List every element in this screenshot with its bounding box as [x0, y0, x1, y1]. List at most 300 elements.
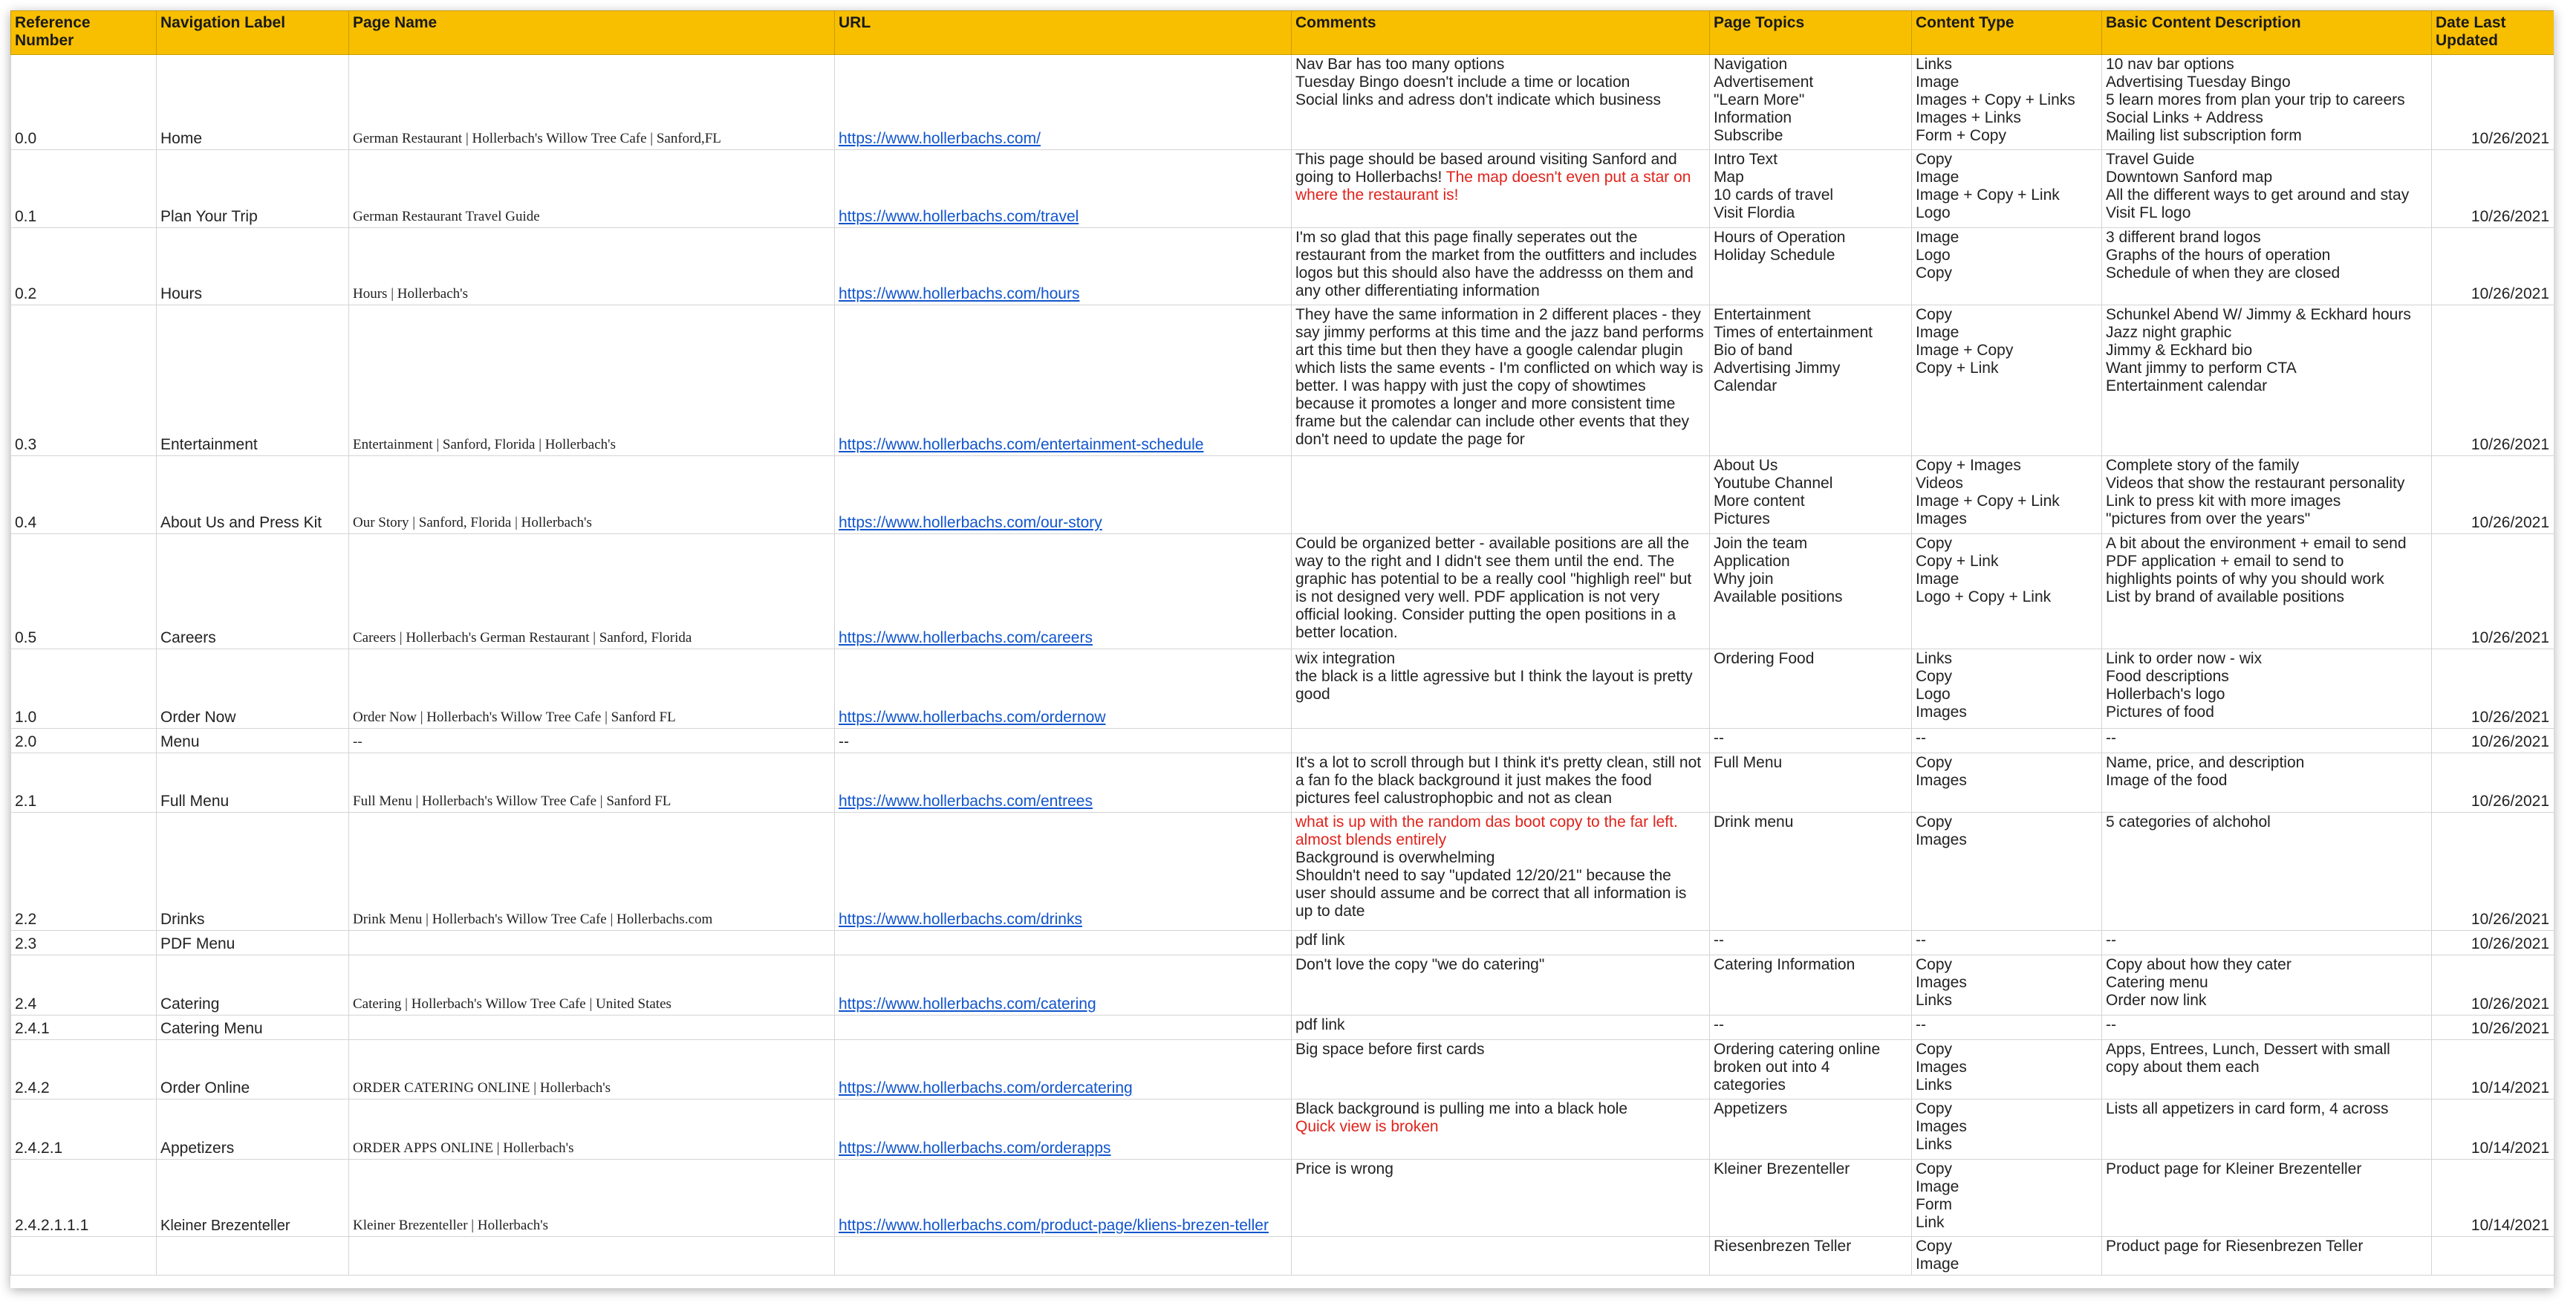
cell-line: Catering Information [1714, 956, 1855, 973]
cell-basic-content-description[interactable] [2102, 55, 2432, 150]
cell-line: Link to press kit with more images [2106, 493, 2341, 510]
cell-url[interactable] [835, 55, 1292, 150]
cell-reference-number[interactable]: 1.0 [11, 649, 157, 729]
header-comments[interactable]: Comments [1292, 11, 1710, 55]
cell-navigation-label[interactable]: Entertainment [157, 305, 349, 456]
cell-date-last-updated[interactable]: 10/26/2021 [2432, 931, 2554, 955]
cell-page-name[interactable]: German Restaurant | Hollerbach's Willow Tree Cafe | Sanford,FL [349, 55, 835, 150]
cell-url[interactable] [835, 1040, 1292, 1099]
cell-line: Join the team [1714, 535, 1808, 552]
cell-comments[interactable] [1292, 150, 1710, 228]
cell-page-topics[interactable] [1710, 729, 1912, 753]
cell-page-topics[interactable] [1710, 931, 1912, 955]
cell-line: Copy [1916, 1238, 1953, 1255]
cell-line: Holiday Schedule [1714, 247, 1835, 264]
cell-line: Downtown Sanford map [2106, 169, 2273, 186]
cell-content-type[interactable] [1912, 931, 2102, 955]
cell-date-last-updated[interactable]: 10/26/2021 [2432, 955, 2554, 1016]
cell-page-topics[interactable] [1710, 955, 1912, 1016]
cell-content-type[interactable] [1912, 1040, 2102, 1099]
ctype-lines [1916, 56, 2097, 145]
cell-line: Product page for Riesenbrezen Teller [2106, 1238, 2364, 1255]
comment-highlight: Quick view is broken [1295, 1118, 1439, 1135]
cell-line: More content [1714, 493, 1805, 510]
cell-line: Catering menu [2106, 974, 2208, 991]
cell-comments[interactable] [1292, 955, 1710, 1016]
cell-date-last-updated[interactable]: 10/26/2021 [2432, 55, 2554, 150]
cell-line: Name, price, and description [2106, 754, 2305, 771]
cell-content-type[interactable] [1912, 150, 2102, 228]
cell-line: Logo [1916, 204, 1951, 221]
cell-date-last-updated[interactable]: 10/14/2021 [2432, 1099, 2554, 1160]
cell-content-type[interactable] [1912, 1016, 2102, 1040]
topics-lines [1714, 650, 1907, 668]
table-row [11, 228, 2554, 305]
cell-navigation-label[interactable]: Full Menu [157, 753, 349, 813]
table-row [11, 1040, 2554, 1099]
cell-line: Videos that show the restaurant personality [2106, 475, 2405, 492]
cell-line: -- [2106, 730, 2116, 747]
cell-page-topics[interactable] [1710, 1040, 1912, 1099]
cell-navigation-label[interactable]: Menu [157, 729, 349, 753]
cell-url[interactable] [835, 305, 1292, 456]
cell-page-name[interactable] [349, 1016, 835, 1040]
header-basic-content-description[interactable]: Basic Content Description [2102, 11, 2432, 55]
cell-line: Image + Copy + Link [1916, 186, 2060, 204]
cell-line: Videos [1916, 475, 1963, 492]
cell-navigation-label[interactable]: Home [157, 55, 349, 150]
cell-reference-number[interactable]: 2.1 [11, 753, 157, 813]
cell-page-topics[interactable] [1710, 1237, 1912, 1276]
url-link[interactable]: https://www.hollerbachs.com/our-story [839, 514, 1102, 531]
cell-line: Logo [1916, 686, 1951, 703]
cell-navigation-label[interactable]: Kleiner Brezenteller [157, 1160, 349, 1237]
url-link[interactable]: https://www.hollerbachs.com/ [839, 130, 1041, 147]
table-row [11, 1237, 2554, 1276]
cell-line: List by brand of available positions [2106, 588, 2345, 605]
cell-basic-content-description[interactable] [2102, 1160, 2432, 1237]
cell-basic-content-description[interactable] [2102, 305, 2432, 456]
url-link[interactable]: https://www.hollerbachs.com/ordercatering [839, 1079, 1133, 1097]
cell-line: -- [1714, 730, 1724, 747]
cell-line: Application [1714, 553, 1790, 570]
cell-line: Links [1916, 1076, 1953, 1094]
cell-page-name[interactable] [349, 1237, 835, 1276]
cell-comments[interactable] [1292, 305, 1710, 456]
cell-line: Copy [1916, 813, 1953, 831]
cell-navigation-label[interactable]: Careers [157, 534, 349, 649]
cell-basic-content-description[interactable] [2102, 931, 2432, 955]
cell-line: Available positions [1714, 588, 1843, 605]
cell-page-name[interactable]: Order Now | Hollerbach's Willow Tree Cafe | Sanford FL [349, 649, 835, 729]
cell-navigation-label[interactable]: Catering [157, 955, 349, 1016]
cell-url[interactable] [835, 150, 1292, 228]
header-page-name[interactable]: Page Name [349, 11, 835, 55]
cell-navigation-label[interactable]: Order Online [157, 1040, 349, 1099]
header-url[interactable]: URL [835, 11, 1292, 55]
url-link[interactable]: https://www.hollerbachs.com/drinks [839, 911, 1082, 928]
url-link[interactable]: https://www.hollerbachs.com/entertainment-schedule [839, 436, 1204, 453]
cell-basic-content-description[interactable] [2102, 649, 2432, 729]
cell-comments[interactable] [1292, 931, 1710, 955]
cell-page-name[interactable]: ORDER APPS ONLINE | Hollerbach's [349, 1099, 835, 1160]
cell-content-type[interactable] [1912, 649, 2102, 729]
cell-reference-number[interactable] [11, 1237, 157, 1276]
cell-line: Pictures [1714, 510, 1770, 527]
cell-navigation-label[interactable]: Drinks [157, 813, 349, 931]
cell-line: -- [2106, 1016, 2116, 1033]
cell-page-name[interactable]: -- [349, 729, 835, 753]
cell-url[interactable]: -- [835, 729, 1292, 753]
cell-url[interactable] [835, 649, 1292, 729]
cell-page-topics[interactable] [1710, 534, 1912, 649]
topics-lines [1714, 1041, 1907, 1094]
cell-comments[interactable] [1292, 813, 1710, 931]
cell-url[interactable] [835, 753, 1292, 813]
table-row [11, 456, 2554, 534]
cell-line: Links [1916, 992, 1953, 1009]
ctype-lines [1916, 1160, 2097, 1232]
cell-url[interactable] [835, 1160, 1292, 1237]
topics-lines [1714, 1238, 1907, 1255]
cell-content-type[interactable] [1912, 55, 2102, 150]
ctype-lines [1916, 1041, 2097, 1094]
cell-basic-content-description[interactable] [2102, 1016, 2432, 1040]
cell-content-type[interactable] [1912, 1099, 2102, 1160]
url-link[interactable]: https://www.hollerbachs.com/careers [839, 629, 1093, 646]
cell-navigation-label[interactable]: PDF Menu [157, 931, 349, 955]
cell-page-topics[interactable] [1710, 150, 1912, 228]
cell-line: 5 learn mores from plan your trip to careers [2106, 91, 2405, 108]
cell-date-last-updated[interactable]: 10/26/2021 [2432, 456, 2554, 534]
cell-url[interactable] [835, 1237, 1292, 1276]
cell-line: Links [1916, 56, 1953, 73]
ctype-lines [1916, 1100, 2097, 1154]
cell-content-type[interactable] [1912, 228, 2102, 305]
cell-navigation-label[interactable]: Order Now [157, 649, 349, 729]
cell-comments[interactable] [1292, 228, 1710, 305]
table-row [11, 1016, 2554, 1040]
cell-line: PDF application + email to send to [2106, 553, 2344, 570]
cell-line: Image [1916, 1255, 1959, 1273]
cell-date-last-updated[interactable]: 10/26/2021 [2432, 228, 2554, 305]
cell-page-topics[interactable] [1710, 1160, 1912, 1237]
cell-comments[interactable] [1292, 729, 1710, 753]
cell-date-last-updated[interactable]: 10/14/2021 [2432, 1040, 2554, 1099]
cell-basic-content-description[interactable] [2102, 228, 2432, 305]
cell-content-type[interactable] [1912, 955, 2102, 1016]
cell-page-name[interactable]: Careers | Hollerbach's German Restaurant | Sanford, Florida [349, 534, 835, 649]
cell-url[interactable] [835, 813, 1292, 931]
cell-basic-content-description[interactable] [2102, 1040, 2432, 1099]
cell-page-topics[interactable] [1710, 55, 1912, 150]
url-link[interactable]: https://www.hollerbachs.com/orderapps [839, 1140, 1111, 1157]
comment-text: pdf link [1295, 932, 1345, 949]
cell-page-topics[interactable] [1710, 753, 1912, 813]
table-row [11, 1099, 2554, 1160]
cell-line: Images [1916, 1118, 1967, 1135]
cell-line: Logo [1916, 247, 1951, 264]
cell-page-name[interactable]: Entertainment | Sanford, Florida | Hollerbach's [349, 305, 835, 456]
cell-line: Calendar [1714, 377, 1777, 394]
cell-reference-number[interactable]: 0.3 [11, 305, 157, 456]
cell-url[interactable] [835, 534, 1292, 649]
table-row [11, 931, 2554, 955]
cell-line: "pictures from over the years" [2106, 510, 2311, 527]
cell-line: Copy [1916, 956, 1953, 973]
cell-navigation-label[interactable]: Hours [157, 228, 349, 305]
cell-line: Jazz night graphic [2106, 324, 2232, 341]
cell-page-topics[interactable] [1710, 456, 1912, 534]
topics-lines [1714, 306, 1907, 395]
cell-line: Advertising Jimmy [1714, 360, 1841, 377]
cell-line: Intro Text [1714, 151, 1777, 168]
cell-line: highlights points of why you should work [2106, 571, 2384, 588]
url-link[interactable]: https://www.hollerbachs.com/ordernow [839, 709, 1106, 726]
cell-date-last-updated[interactable] [2432, 1237, 2554, 1276]
cell-content-type[interactable] [1912, 456, 2102, 534]
cell-line: Mailing list subscription form [2106, 127, 2302, 144]
cell-date-last-updated[interactable]: 10/26/2021 [2432, 649, 2554, 729]
cell-line: Riesenbrezen Teller [1714, 1238, 1852, 1255]
cell-basic-content-description[interactable] [2102, 1099, 2432, 1160]
cell-line: Image + Copy [1916, 342, 2014, 359]
table-row [11, 305, 2554, 456]
ctype-lines [1916, 457, 2097, 528]
cell-navigation-label[interactable]: Catering Menu [157, 1016, 349, 1040]
comment-highlight: The map doesn't even put a star on where the restaurant is! [1295, 169, 1696, 204]
comment-text: Could be organized better - available positions are all the way to the right and I didn't see them until the end. The graphic has potential to be a really cool "highligh reel" but is not designed very well. PDF application is not very official looking. Consider putting the open positions in a better location. [1295, 535, 1697, 641]
cell-date-last-updated[interactable]: 10/26/2021 [2432, 150, 2554, 228]
ctype-lines [1916, 956, 2097, 1010]
cell-line: Copy [1916, 754, 1953, 771]
cell-comments[interactable] [1292, 1040, 1710, 1099]
cell-reference-number[interactable]: 0.0 [11, 55, 157, 150]
cell-basic-content-description[interactable] [2102, 150, 2432, 228]
cell-date-last-updated[interactable]: 10/26/2021 [2432, 729, 2554, 753]
topics-lines [1714, 754, 1907, 772]
comment-highlight: what is up with the random das boot copy to the far left. almost blends entirely [1295, 813, 1682, 848]
cell-reference-number[interactable]: 0.5 [11, 534, 157, 649]
cell-reference-number[interactable]: 2.4.2.1.1.1 [11, 1160, 157, 1237]
cell-url[interactable] [835, 1099, 1292, 1160]
cell-reference-number[interactable]: 0.2 [11, 228, 157, 305]
cell-reference-number[interactable]: 2.3 [11, 931, 157, 955]
cell-date-last-updated[interactable]: 10/26/2021 [2432, 305, 2554, 456]
cell-line: Images [1916, 704, 1967, 721]
cell-content-type[interactable] [1912, 305, 2102, 456]
cell-url[interactable] [835, 931, 1292, 955]
cell-date-last-updated[interactable]: 10/26/2021 [2432, 813, 2554, 931]
cell-reference-number[interactable]: 2.4.1 [11, 1016, 157, 1040]
cell-basic-content-description[interactable] [2102, 813, 2432, 931]
desc-lines [2106, 151, 2427, 222]
cell-comments[interactable] [1292, 1099, 1710, 1160]
cell-navigation-label[interactable]: About Us and Press Kit [157, 456, 349, 534]
cell-line: Why join [1714, 571, 1774, 588]
topics-lines [1714, 1160, 1907, 1178]
cell-comments[interactable] [1292, 1237, 1710, 1276]
cell-comments[interactable] [1292, 534, 1710, 649]
cell-basic-content-description[interactable] [2102, 955, 2432, 1016]
cell-date-last-updated[interactable]: 10/26/2021 [2432, 753, 2554, 813]
cell-page-name[interactable] [349, 931, 835, 955]
cell-line: Advertising Tuesday Bingo [2106, 74, 2291, 91]
cell-comments[interactable] [1292, 1016, 1710, 1040]
url-link[interactable]: https://www.hollerbachs.com/catering [839, 995, 1096, 1013]
topics-lines [1714, 1100, 1907, 1118]
cell-reference-number[interactable]: 2.4.2 [11, 1040, 157, 1099]
cell-line: Entertainment calendar [2106, 377, 2268, 394]
cell-line: Graphs of the hours of operation [2106, 247, 2331, 264]
cell-url[interactable] [835, 1016, 1292, 1040]
cell-reference-number[interactable]: 2.4 [11, 955, 157, 1016]
cell-page-topics[interactable] [1710, 1099, 1912, 1160]
cell-page-name[interactable]: ORDER CATERING ONLINE | Hollerbach's [349, 1040, 835, 1099]
cell-page-topics[interactable] [1710, 305, 1912, 456]
url-link[interactable]: https://www.hollerbachs.com/hours [839, 285, 1080, 302]
cell-comments[interactable] [1292, 456, 1710, 534]
table-row [11, 753, 2554, 813]
ctype-lines [1916, 730, 2097, 747]
topics-lines [1714, 56, 1907, 145]
comment-text: Price is wrong [1295, 1160, 1393, 1177]
cell-line: 3 different brand logos [2106, 229, 2261, 246]
url-link[interactable]: https://www.hollerbachs.com/entrees [839, 793, 1093, 810]
cell-content-type[interactable] [1912, 1160, 2102, 1237]
cell-line: Schunkel Abend W/ Jimmy & Eckhard hours [2106, 306, 2411, 323]
topics-lines [1714, 151, 1907, 222]
cell-page-topics[interactable] [1710, 1016, 1912, 1040]
cell-page-name[interactable]: German Restaurant Travel Guide [349, 150, 835, 228]
cell-line: Images + Copy + Links [1916, 91, 2075, 108]
cell-url[interactable] [835, 456, 1292, 534]
url-link[interactable]: https://www.hollerbachs.com/travel [839, 208, 1079, 225]
cell-line: Copy [1916, 535, 1953, 552]
header-date-last-updated[interactable]: Date Last Updated [2432, 11, 2554, 55]
cell-date-last-updated[interactable]: 10/14/2021 [2432, 1160, 2554, 1237]
desc-lines [2106, 306, 2427, 395]
cell-line: 10 cards of travel [1714, 186, 1834, 204]
cell-line: Appetizers [1714, 1100, 1788, 1117]
header-reference-number[interactable]: Reference Number [11, 11, 157, 55]
table-row [11, 150, 2554, 228]
cell-date-last-updated[interactable]: 10/26/2021 [2432, 534, 2554, 649]
cell-line: "Learn More" [1714, 91, 1805, 108]
cell-reference-number[interactable]: 2.2 [11, 813, 157, 931]
comment-text: pdf link [1295, 1016, 1345, 1033]
cell-content-type[interactable] [1912, 813, 2102, 931]
cell-comments[interactable] [1292, 1160, 1710, 1237]
cell-reference-number[interactable]: 2.4.2.1 [11, 1099, 157, 1160]
cell-comments[interactable] [1292, 55, 1710, 150]
header-content-type[interactable]: Content Type [1912, 11, 2102, 55]
cell-line: A bit about the environment + email to send [2106, 535, 2407, 552]
cell-line: -- [2106, 932, 2116, 949]
cell-line: Kleiner Brezenteller [1714, 1160, 1850, 1177]
cell-line: Product page for Kleiner Brezenteller [2106, 1160, 2362, 1177]
cell-page-name[interactable]: Hours | Hollerbach's [349, 228, 835, 305]
cell-line: Image [1916, 229, 1959, 246]
cell-reference-number[interactable]: 0.4 [11, 456, 157, 534]
cell-url[interactable] [835, 955, 1292, 1016]
cell-line: Pictures of food [2106, 704, 2214, 721]
cell-line: Images [1916, 510, 1967, 527]
cell-url[interactable] [835, 228, 1292, 305]
cell-line: Information [1714, 109, 1792, 126]
table-row [11, 1160, 2554, 1237]
cell-line: Copy + Link [1916, 553, 1999, 570]
cell-comments[interactable] [1292, 753, 1710, 813]
cell-content-type[interactable] [1912, 729, 2102, 753]
ctype-lines [1916, 151, 2097, 222]
cell-page-topics[interactable] [1710, 813, 1912, 931]
cell-navigation-label[interactable]: Appetizers [157, 1099, 349, 1160]
cell-line: copy about them each [2106, 1059, 2260, 1076]
comment-text: wix integration the black is a little agressive but I think the layout is pretty good [1295, 650, 1693, 703]
topics-lines [1714, 229, 1907, 264]
cell-line: Image [1916, 571, 1959, 588]
header-page-topics[interactable]: Page Topics [1710, 11, 1912, 55]
cell-basic-content-description[interactable] [2102, 1237, 2432, 1276]
cell-comments[interactable] [1292, 649, 1710, 729]
desc-lines [2106, 813, 2427, 831]
cell-page-name[interactable]: Catering | Hollerbach's Willow Tree Cafe | United States [349, 955, 835, 1016]
cell-page-name[interactable]: Kleiner Brezenteller | Hollerbach's [349, 1160, 835, 1237]
cell-content-type[interactable] [1912, 534, 2102, 649]
cell-line: Copy [1916, 1041, 1953, 1058]
cell-line: Images [1916, 974, 1967, 991]
cell-content-type[interactable] [1912, 753, 2102, 813]
cell-basic-content-description[interactable] [2102, 753, 2432, 813]
cell-navigation-label[interactable] [157, 1237, 349, 1276]
cell-line: Images [1916, 1059, 1967, 1076]
cell-line: Images [1916, 772, 1967, 789]
cell-page-name[interactable]: Full Menu | Hollerbach's Willow Tree Cafe | Sanford FL [349, 753, 835, 813]
cell-page-name[interactable]: Our Story | Sanford, Florida | Hollerbach's [349, 456, 835, 534]
cell-line: Form + Copy [1916, 127, 2006, 144]
cell-navigation-label[interactable]: Plan Your Trip [157, 150, 349, 228]
cell-content-type[interactable] [1912, 1237, 2102, 1276]
cell-line: Images [1916, 831, 1967, 848]
cell-line: Times of entertainment [1714, 324, 1873, 341]
cell-reference-number[interactable]: 2.0 [11, 729, 157, 753]
cell-basic-content-description[interactable] [2102, 729, 2432, 753]
cell-line: Copy + Images [1916, 457, 2021, 474]
url-link[interactable]: https://www.hollerbachs.com/product-page/kliens-brezen-teller [839, 1217, 1269, 1234]
cell-page-topics[interactable] [1710, 228, 1912, 305]
cell-page-topics[interactable] [1710, 649, 1912, 729]
cell-date-last-updated[interactable]: 10/26/2021 [2432, 1016, 2554, 1040]
spreadsheet [10, 10, 2554, 1288]
comment-text: I'm so glad that this page finally seperates out the restaurant from the market from the outfitters and includes logos but this should also have the addresss on them and any other differentiating information [1295, 229, 1702, 299]
cell-line: Schedule of when they are closed [2106, 264, 2341, 282]
cell-line: Image [1916, 74, 1959, 91]
cell-basic-content-description[interactable] [2102, 456, 2432, 534]
cell-line: Subscribe [1714, 127, 1783, 144]
cell-line: Apps, Entrees, Lunch, Dessert with small [2106, 1041, 2390, 1058]
cell-reference-number[interactable]: 0.1 [11, 150, 157, 228]
cell-line: Map [1714, 169, 1744, 186]
desc-lines [2106, 1100, 2427, 1118]
cell-line: Youtube Channel [1714, 475, 1833, 492]
cell-page-name[interactable]: Drink Menu | Hollerbach's Willow Tree Cafe | Hollerbachs.com [349, 813, 835, 931]
cell-line: Copy [1916, 1100, 1953, 1117]
cell-basic-content-description[interactable] [2102, 534, 2432, 649]
topics-lines [1714, 535, 1907, 606]
header-navigation-label[interactable]: Navigation Label [157, 11, 349, 55]
cell-line: Entertainment [1714, 306, 1811, 323]
